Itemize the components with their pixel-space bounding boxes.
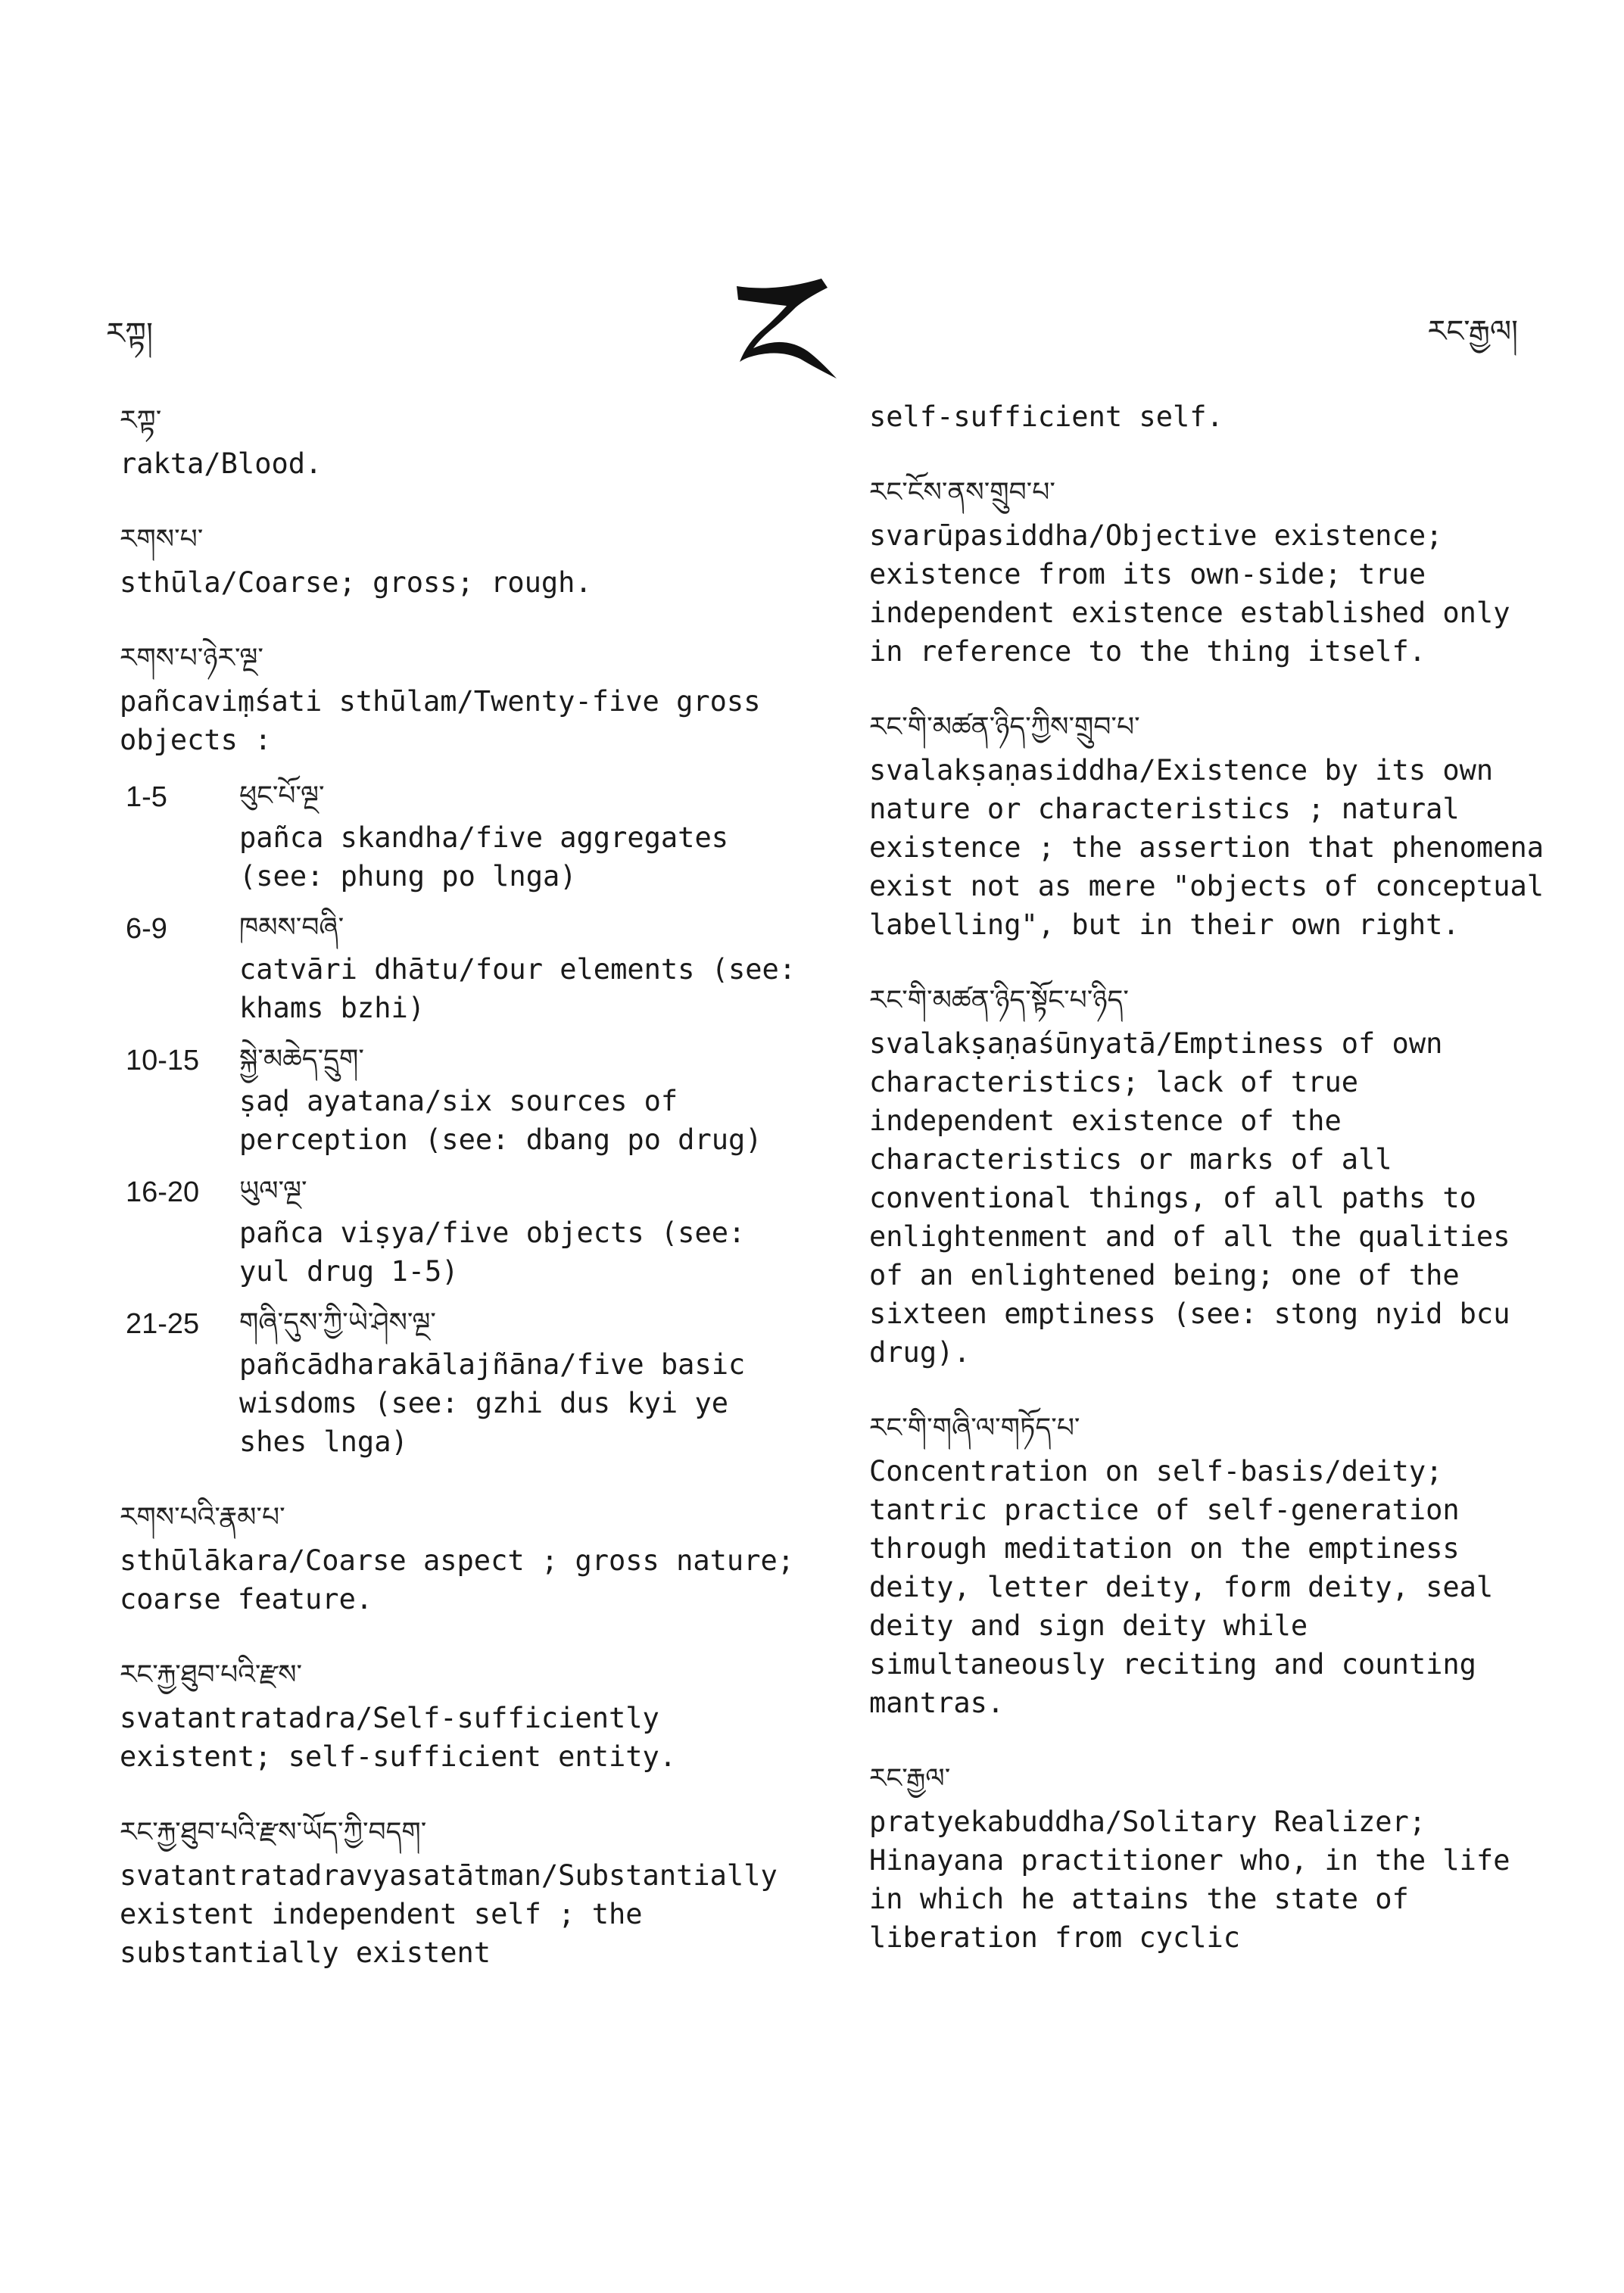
sub-item-number: 16-20 — [126, 1176, 200, 1208]
entry — [120, 1652, 801, 1776]
definition: svalakṣaṇaśūnyatā/Emptiness of own characteristics; lack of true independent existence of the characteristics or marks of all conventional things, of all paths to enlightenment and of all the qualities of an enlightened being; one of the sixteen emptiness (see: stong nyid bcu drug). — [869, 1027, 1510, 1369]
tibetan-headword: རང་རྒྱལ་ — [869, 1763, 951, 1794]
tibetan-headword: རགས་པའི་རྣམ་པ་ — [120, 1502, 285, 1533]
sub-item-number: 6-9 — [126, 913, 167, 945]
sub-item — [120, 1170, 801, 1291]
definition: rakta/Blood. — [120, 447, 323, 480]
tibetan-headword: རང་གི་མཚན་ཉིད་ཀྱིས་གྲུབ་པ་ — [869, 712, 1140, 743]
right-guide-word: རང་རྒྱལ། — [1427, 314, 1518, 349]
definition: Concentration on self-basis/deity; tantric practice of self-generation through meditation on the emptiness deity, letter deity, form deity, seal deity and sign deity while simultaneously reciting and counting mantras. — [869, 1455, 1494, 1719]
tibetan-headword: རགས་པ་ — [120, 524, 204, 555]
sub-item — [120, 774, 801, 896]
sub-item-definition: pañcādharakālajñāna/five basic wisdoms (see: gzhi dus kyi ye shes lnga) — [239, 1348, 746, 1458]
tibetan-headword: རང་གི་གཞི་ལ་གཏོད་པ་ — [869, 1413, 1080, 1444]
definition: svatantratadra/Self-sufficiently existent; self-sufficient entity. — [120, 1702, 677, 1773]
entry — [120, 1494, 801, 1618]
sub-item-number: 10-15 — [126, 1045, 200, 1076]
tibetan-headword: རང་གི་མཚན་ཉིད་སྟོང་པ་ཉིད་ — [869, 985, 1129, 1016]
sub-item-definition: ṣaḍ ayatana/six sources of perception (see: dbang po drug) — [239, 1085, 762, 1156]
entry — [869, 704, 1551, 944]
sub-item-number: 21-25 — [126, 1308, 200, 1340]
continued-definition: self-sufficient self. — [869, 400, 1223, 433]
sub-item-number: 1-5 — [126, 781, 167, 813]
right-column — [869, 397, 1551, 1990]
sub-item — [120, 1038, 801, 1159]
entry — [120, 516, 801, 602]
sub-item-tibetan: ཡུལ་ལྔ་ — [239, 1176, 307, 1207]
entry — [869, 1756, 1551, 1957]
entry — [869, 977, 1551, 1372]
section-letter-ra — [731, 273, 844, 382]
definition: svalakṣaṇasiddha/Existence by its own nature or characteristics ; natural existence ; the assertion that phenomena exist not as mere "objects of conceptual labelling", but in their own right. — [869, 754, 1545, 941]
sub-item-tibetan: ཁམས་བཞི་ — [239, 912, 344, 943]
entry — [869, 1405, 1551, 1722]
entry — [120, 1809, 801, 1972]
sub-item-definition: pañca skandha/five aggregates (see: phung po lnga) — [239, 821, 729, 893]
definition: sthūlākara/Coarse aspect ; gross nature; coarse feature. — [120, 1544, 795, 1615]
tibetan-headword: རང་རྐྱ་ཐུབ་པའི་རྫས་ — [120, 1659, 303, 1690]
definition: pratyekabuddha/Solitary Realizer; Hinayana practitioner who, in the life in which he attains the state of liberation from cyclic — [869, 1805, 1510, 1954]
sub-item-definition: pañca viṣya/five objects (see: yul drug 1-5) — [239, 1217, 746, 1288]
definition: svatantratadravyasatātman/Substantially existent independent self ; the substantially existent — [120, 1859, 778, 1969]
tibetan-headword: རཀྟ་ — [120, 405, 162, 436]
left-guide-word: རཀྟ། — [106, 316, 153, 351]
sub-item-definition: catvāri dhātu/four elements (see: khams bzhi) — [239, 953, 796, 1024]
entry — [120, 397, 801, 483]
definition: sthūla/Coarse; gross; rough. — [120, 566, 592, 599]
tibetan-headword: རང་ངོས་ནས་གྲུབ་པ་ — [869, 477, 1055, 508]
entry — [869, 469, 1551, 671]
sub-item — [120, 1301, 801, 1461]
entry — [120, 635, 801, 1461]
tibetan-headword: རང་རྐྱ་ཐུབ་པའི་རྫས་ཡོད་ཀྱི་བདག་ — [120, 1817, 427, 1848]
sub-item-tibetan: གཞི་དུས་ཀྱི་ཡེ་ཤེས་ལྔ་ — [239, 1307, 436, 1338]
sub-list — [120, 774, 801, 1461]
definition: svarūpasiddha/Objective existence; existence from its own-side; true independent existence established only in reference to the thing itself. — [869, 519, 1510, 668]
definition: pañcaviṃśati sthūlam/Twenty-five gross objects : — [120, 685, 761, 756]
sub-item — [120, 906, 801, 1027]
tibetan-headword: རགས་པ་ཉེར་ལྔ་ — [120, 643, 263, 674]
sub-item-tibetan: ཕུང་པོ་ལྔ་ — [239, 780, 325, 812]
left-column — [120, 397, 801, 2005]
sub-item-tibetan: སྐྱེ་མཆེད་དྲུག་ — [239, 1044, 364, 1075]
